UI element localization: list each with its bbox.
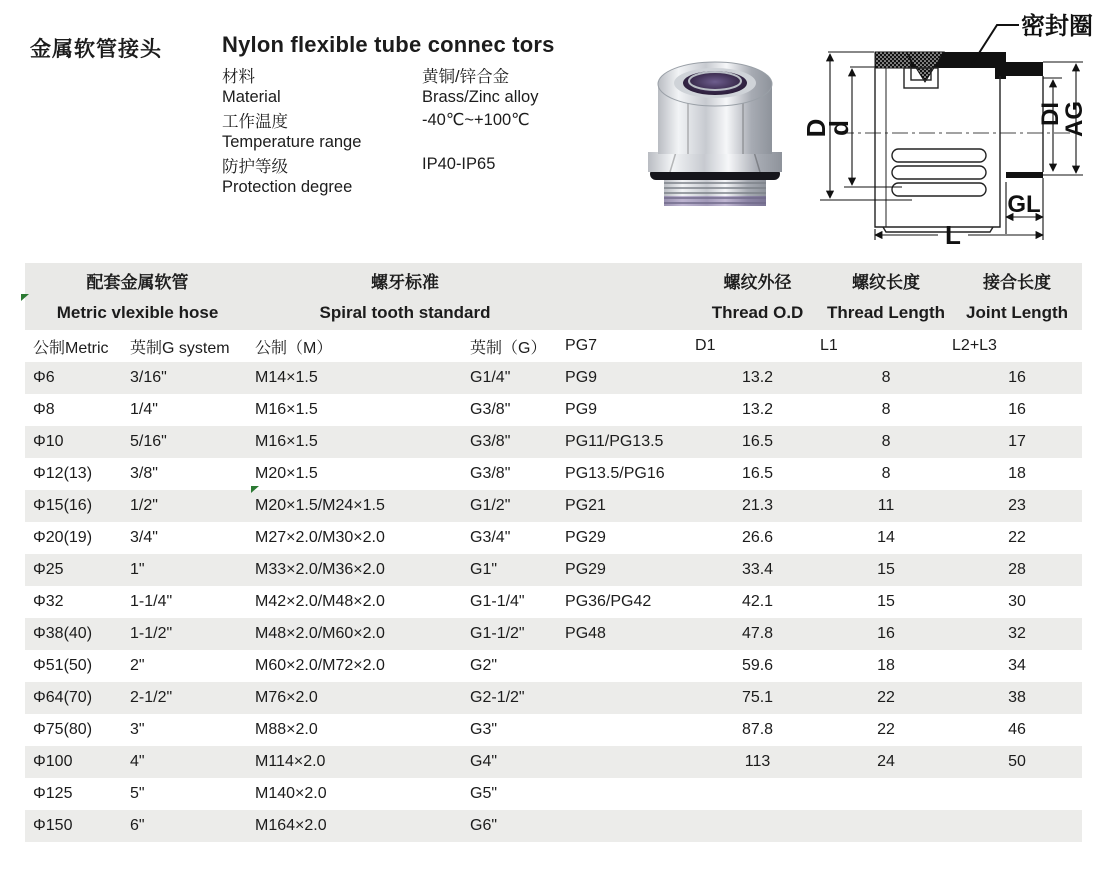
cell: 22: [877, 689, 895, 706]
spec-value: Brass/Zinc alloy: [422, 88, 539, 107]
cell: 38: [1008, 689, 1026, 706]
spec-table-body: [25, 362, 1082, 842]
cell: 16.5: [741, 433, 774, 450]
cell: 34: [1008, 657, 1026, 674]
cell: 16.5: [741, 465, 774, 482]
cell: PG48: [565, 625, 606, 642]
table-row: [25, 554, 1082, 586]
cell: 5": [130, 785, 145, 802]
table-row: [25, 490, 1082, 522]
cell: 18: [877, 657, 895, 674]
cell: Φ20(19): [33, 529, 93, 546]
spec-value: -40℃~+100℃: [422, 110, 530, 129]
seal-label: 密封圈: [1021, 13, 1093, 40]
spec-label: 材料: [222, 68, 255, 87]
cell: 8: [881, 433, 891, 450]
cross-section: [875, 52, 1043, 178]
cell: [560, 746, 695, 778]
group-header-en: Thread O.D: [711, 303, 804, 322]
spec-value: 黄铜/锌合金: [422, 68, 510, 87]
cell: [560, 778, 695, 810]
cell: 16: [1008, 369, 1026, 386]
col-header-imperial-g: 英制（G）: [470, 339, 547, 357]
cell: PG9: [565, 401, 598, 418]
cell: M14×1.5: [255, 369, 318, 386]
cell: G1/4": [470, 369, 511, 386]
cell: Φ64(70): [33, 689, 93, 706]
cell: PG29: [565, 561, 606, 578]
cell: 8: [881, 369, 891, 386]
spec-row: [222, 109, 642, 131]
cell: 1-1/2": [130, 625, 173, 642]
technical-drawing: [800, 4, 1112, 254]
col-header-metric: 公制Metric: [33, 339, 109, 357]
cell: M60×2.0/M72×2.0: [255, 657, 385, 674]
cell: 8: [881, 465, 891, 482]
table-row: [25, 682, 1082, 714]
page-title-en: Nylon flexible tube connec tors: [222, 32, 555, 57]
cell: 23: [1008, 497, 1026, 514]
table-row: [25, 778, 1082, 810]
cell: 2-1/2": [130, 689, 173, 706]
cell: 11: [877, 497, 895, 514]
cell: [820, 810, 952, 842]
cell: G3/8": [470, 433, 511, 450]
cell: [560, 650, 695, 682]
cell: 21.3: [741, 497, 774, 514]
col-header-g-system: 英制G system: [130, 339, 230, 357]
cell: PG9: [565, 369, 598, 386]
cell: 14: [877, 529, 895, 546]
cell: G3/4": [470, 529, 511, 546]
table-column-header-row: [25, 330, 1082, 362]
group-header-en: Thread Length: [826, 303, 946, 322]
dim-label-D: D: [801, 118, 831, 138]
cell: Φ100: [33, 753, 73, 770]
cell: [560, 810, 695, 842]
cell: M48×2.0/M60×2.0: [255, 625, 385, 642]
cell: Φ51(50): [33, 657, 93, 674]
cell: Φ15(16): [33, 497, 93, 514]
cell: 1/4": [130, 401, 158, 418]
cell: Φ125: [33, 785, 73, 802]
cell: 59.6: [741, 657, 774, 674]
spec-row: [222, 131, 642, 153]
cell: PG13.5/PG16: [565, 465, 665, 482]
cell: G2-1/2": [470, 689, 525, 706]
cell: [560, 714, 695, 746]
col-header-pg: PG7: [565, 337, 598, 354]
table-row: [25, 522, 1082, 554]
cell: 1/2": [130, 497, 158, 514]
cell: [695, 810, 820, 842]
dim-label-AG: AG: [1061, 101, 1088, 137]
spec-label: 防护等级: [222, 157, 288, 176]
cell: 13.2: [741, 369, 774, 386]
group-header-en: Metric vlexible hose: [56, 303, 219, 322]
cell: M16×1.5: [255, 433, 318, 450]
table-row: [25, 650, 1082, 682]
cell: G1-1/2": [470, 625, 525, 642]
cell: PG11/PG13.5: [565, 433, 664, 450]
dim-label-GL: GL: [1007, 191, 1041, 218]
cell: 3/16": [130, 369, 167, 386]
cell: G1": [470, 561, 498, 578]
cell: 16: [1008, 401, 1026, 418]
cell: 113: [744, 753, 771, 770]
cell: 16: [877, 625, 895, 642]
group-header-zh: 配套金属软管: [86, 273, 189, 292]
cell: G5": [470, 785, 498, 802]
spec-row: [222, 176, 642, 198]
group-header-en: Spiral tooth standard: [319, 303, 491, 322]
cell: M88×2.0: [255, 721, 318, 738]
cell: [952, 778, 1082, 810]
table-row: [25, 618, 1082, 650]
col-header-l2l3: L2+L3: [952, 337, 997, 354]
cell: M76×2.0: [255, 689, 318, 706]
table-row: [25, 394, 1082, 426]
cell: Φ8: [33, 401, 55, 418]
cell: 17: [1008, 433, 1026, 450]
cell: 22: [1008, 529, 1026, 546]
group-header-thread-length: [820, 263, 952, 330]
cell: G2": [470, 657, 498, 674]
cell: Φ10: [33, 433, 64, 450]
group-header-spiral: [250, 263, 560, 330]
dim-label-DI: DI: [1037, 102, 1064, 126]
cell: 1": [130, 561, 145, 578]
dim-label-d: d: [824, 120, 854, 136]
cell: M33×2.0/M36×2.0: [255, 561, 385, 578]
cell: G1-1/4": [470, 593, 525, 610]
cell: 28: [1008, 561, 1026, 578]
group-header-thread-od: [695, 263, 820, 330]
cell: Φ6: [33, 369, 55, 386]
group-header-joint-length: [952, 263, 1082, 330]
cell: M114×2.0: [255, 753, 326, 770]
spec-label: Protection degree: [222, 177, 353, 196]
spec-row: [222, 64, 642, 86]
cell: [952, 810, 1082, 842]
cell: 33.4: [741, 561, 774, 578]
page-title-zh: 金属软管接头: [30, 38, 162, 61]
cell: Φ32: [33, 593, 64, 610]
cell: Φ25: [33, 561, 64, 578]
cell: 6": [130, 817, 145, 834]
table-row: [25, 458, 1082, 490]
cell: [560, 682, 695, 714]
table-row: [25, 426, 1082, 458]
table-row: [25, 810, 1082, 842]
cell: [820, 778, 952, 810]
cell: 30: [1008, 593, 1026, 610]
cell: M16×1.5: [255, 401, 318, 418]
cell: 8: [881, 401, 891, 418]
cell: G6": [470, 817, 498, 834]
comment-marker: [251, 486, 259, 493]
cell: 50: [1008, 753, 1026, 770]
cell: 32: [1008, 625, 1026, 642]
cell: PG36/PG42: [565, 593, 652, 610]
spec-list: [222, 64, 642, 198]
cell: G3": [470, 721, 498, 738]
spec-row: [222, 86, 642, 108]
cell: 87.8: [741, 721, 774, 738]
spec-label: Material: [222, 88, 281, 107]
cell: 18: [1008, 465, 1026, 482]
cell: 22: [877, 721, 895, 738]
product-photo: [640, 56, 790, 208]
cell: 3/8": [130, 465, 158, 482]
cell: M164×2.0: [255, 817, 327, 834]
cell: 46: [1008, 721, 1026, 738]
cell: 75.1: [741, 689, 774, 706]
group-header-zh: 螺纹外径: [723, 273, 792, 292]
cell: 3/4": [130, 529, 158, 546]
cell: 15: [877, 561, 895, 578]
cell: M27×2.0/M30×2.0: [255, 529, 385, 546]
group-header-zh: 接合长度: [983, 273, 1052, 292]
cell: M42×2.0/M48×2.0: [255, 593, 385, 610]
col-header-l1: L1: [820, 337, 838, 354]
table-row: [25, 362, 1082, 394]
dim-label-L: L: [945, 220, 961, 250]
cell: 4": [130, 753, 145, 770]
cell: 42.1: [741, 593, 774, 610]
spec-value: IP40-IP65: [422, 155, 496, 174]
col-header-metric-m: 公制（M）: [255, 339, 333, 357]
cell: M20×1.5/M24×1.5: [255, 497, 385, 514]
col-header-d1: D1: [695, 337, 716, 354]
group-header-zh: 螺纹长度: [852, 273, 921, 292]
cell: PG29: [565, 529, 606, 546]
spec-table: [25, 263, 1082, 842]
cell: Φ150: [33, 817, 73, 834]
group-header-blank: [560, 263, 695, 330]
cell: 26.6: [741, 529, 774, 546]
spec-label: 工作温度: [222, 112, 288, 131]
group-header-zh: 螺牙标准: [371, 273, 440, 292]
cell: G3/8": [470, 465, 511, 482]
cell: G3/8": [470, 401, 511, 418]
cell: 15: [877, 593, 895, 610]
cell: 1-1/4": [130, 593, 173, 610]
cell: [695, 778, 820, 810]
cell: 5/16": [130, 433, 167, 450]
spec-label: Temperature range: [222, 132, 362, 151]
cell: G1/2": [470, 497, 511, 514]
cell: 13.2: [741, 401, 774, 418]
cell: Φ38(40): [33, 625, 93, 642]
table-group-header-row: [25, 263, 1082, 330]
cell: M20×1.5: [255, 465, 318, 482]
cell: 3": [130, 721, 145, 738]
group-header-en: [560, 291, 695, 304]
group-header-hose: [25, 263, 250, 330]
cell: PG21: [565, 497, 606, 514]
comment-marker: [21, 294, 29, 301]
cell: 47.8: [741, 625, 774, 642]
table-row: [25, 746, 1082, 778]
cell: 24: [877, 753, 895, 770]
cell: G4": [470, 753, 498, 770]
cell: Φ75(80): [33, 721, 93, 738]
table-row: [25, 714, 1082, 746]
cell: M140×2.0: [255, 785, 327, 802]
cell: 2": [130, 657, 145, 674]
cell: Φ12(13): [33, 465, 93, 482]
group-header-en: Joint Length: [966, 303, 1068, 322]
spec-row: [222, 154, 642, 176]
table-row: [25, 586, 1082, 618]
